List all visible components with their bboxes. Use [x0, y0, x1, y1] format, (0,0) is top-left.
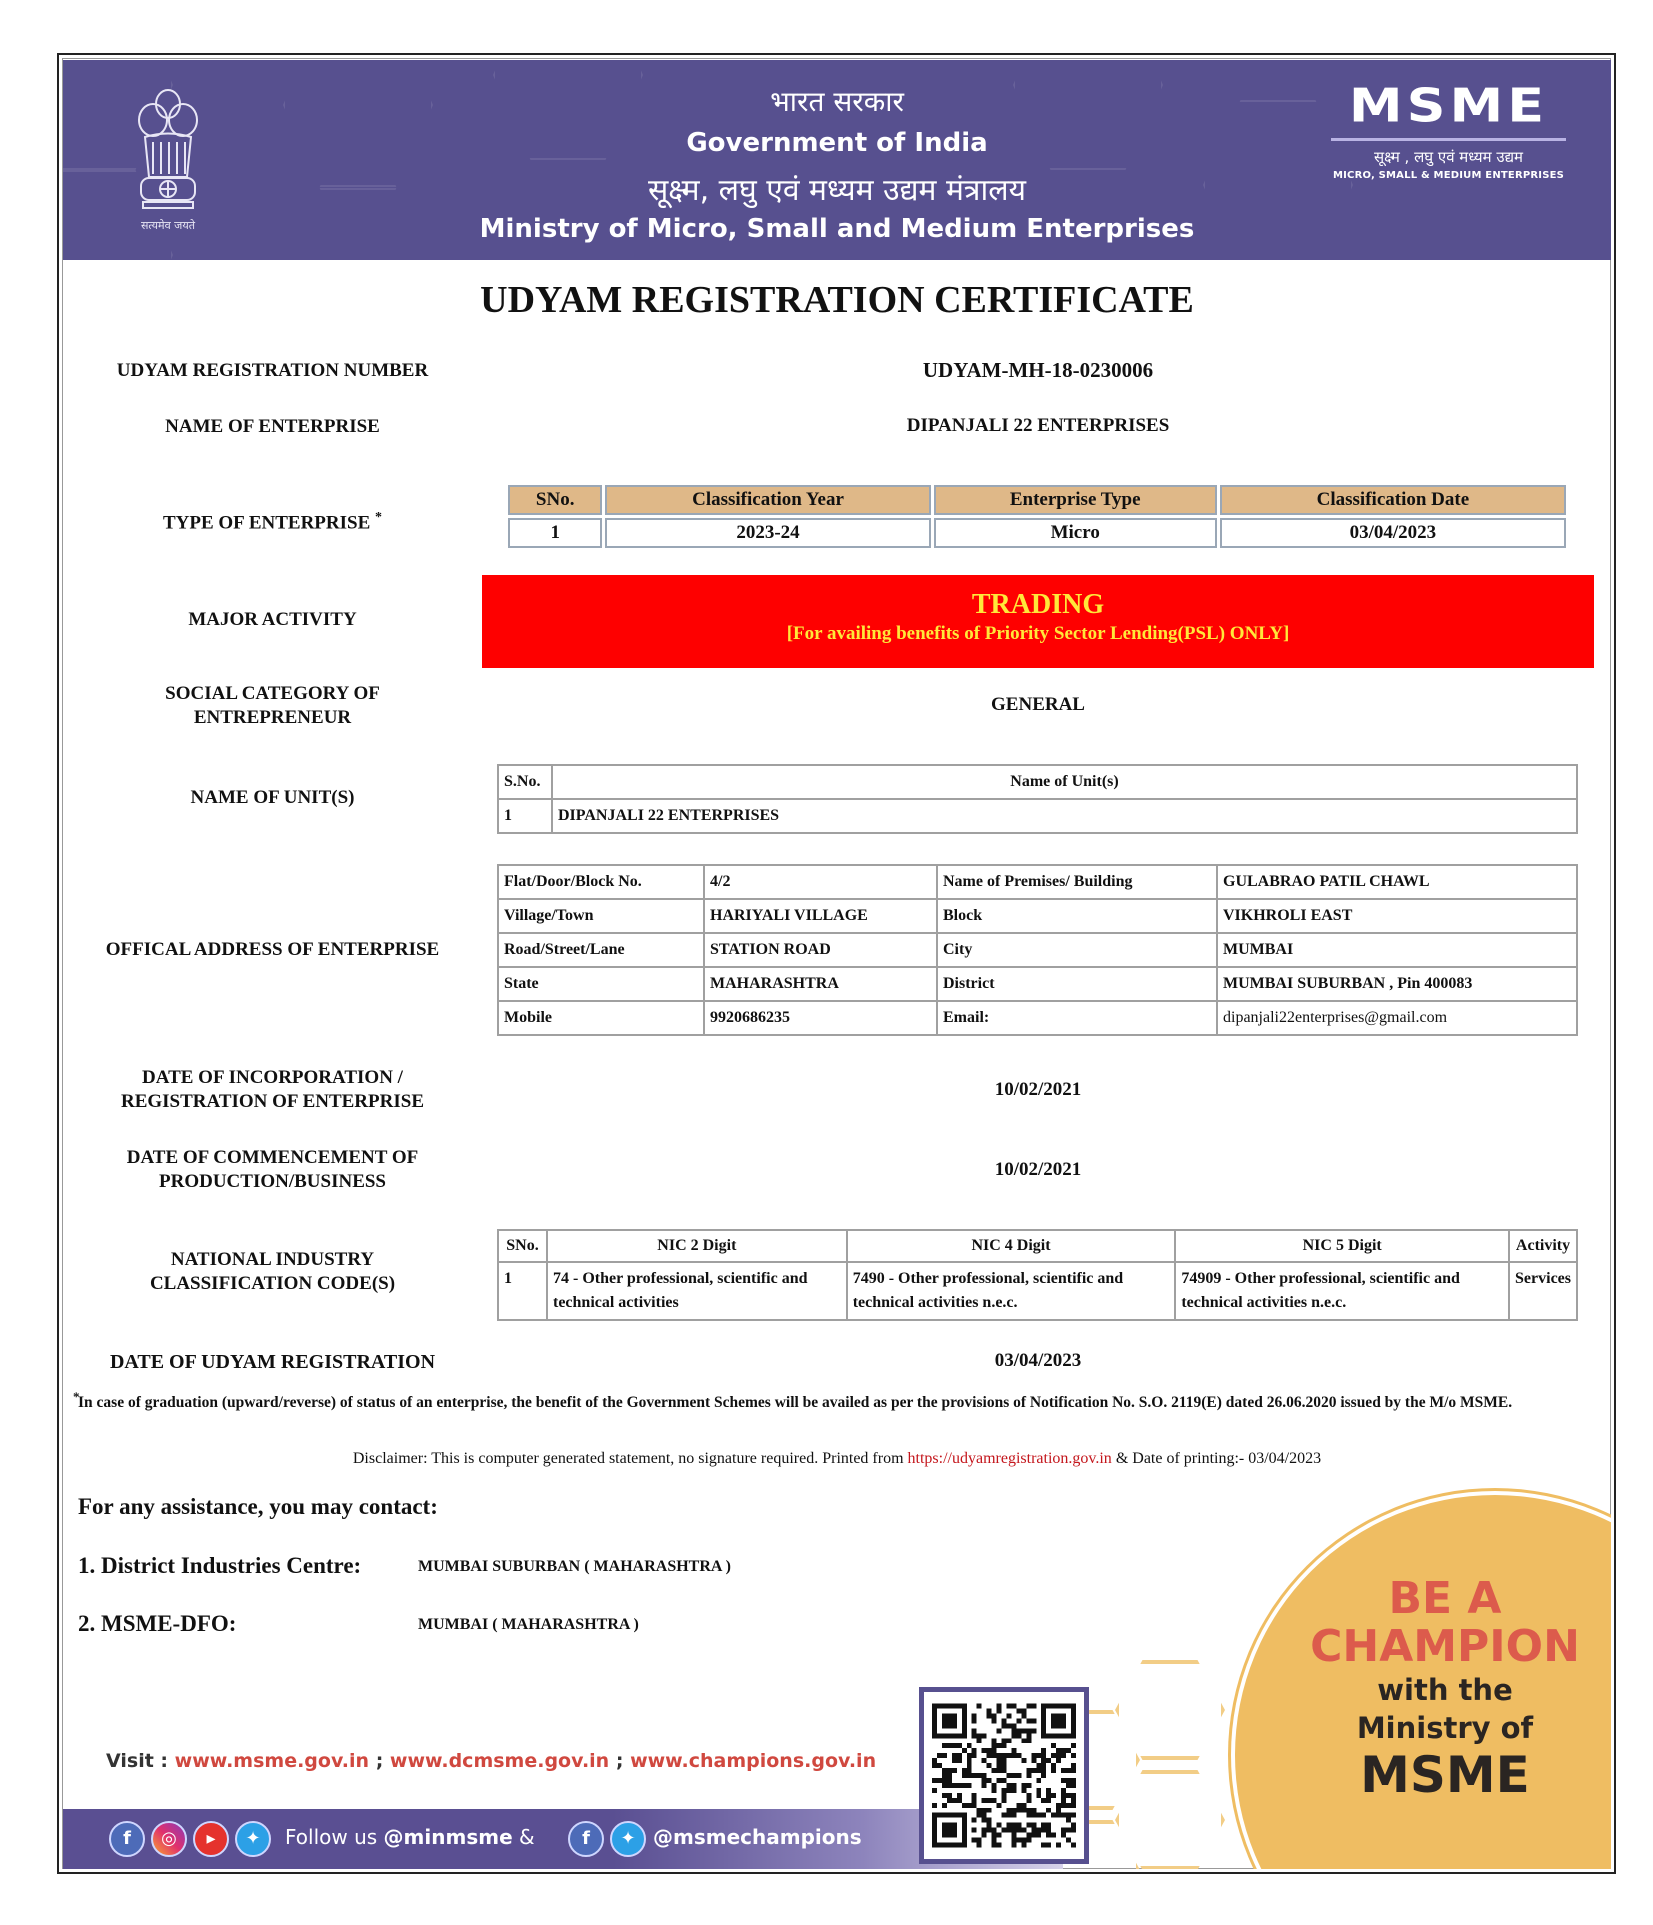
dfo-label: 2. MSME-DFO:	[78, 1611, 237, 1636]
disclaimer-suffix: & Date of printing:- 03/04/2023	[1111, 1450, 1322, 1467]
table-cell: 2023-24	[605, 518, 930, 548]
commencement-date-label-line2: PRODUCTION/BUSINESS	[159, 1171, 386, 1192]
instagram-icon[interactable]: ◎	[151, 1821, 187, 1857]
table-cell: 1	[508, 518, 602, 548]
table-row	[498, 1262, 1577, 1320]
social-footer	[63, 1809, 1063, 1869]
address-field-value: STATION ROAD	[704, 933, 937, 967]
units-label: NAME OF UNIT(S)	[190, 787, 355, 808]
incorporation-date-label-line2: REGISTRATION OF ENTERPRISE	[120, 1091, 424, 1112]
follow-text	[285, 1825, 535, 1849]
table-cell: 1	[498, 799, 552, 833]
address-field-value: MAHARASHTRA	[704, 967, 937, 1001]
social-category-label-line1: SOCIAL CATEGORY OF	[165, 683, 380, 704]
address-field-label: District	[937, 967, 1217, 1001]
address-field-value: MUMBAI SUBURBAN , Pin 400083	[1217, 967, 1577, 1001]
msme-logo-hindi: सूक्ष्म , लघु एवं मध्यम उद्यम	[1374, 148, 1523, 166]
address-field-label: Email:	[937, 1001, 1217, 1035]
facebook-icon[interactable]: f	[109, 1821, 145, 1857]
table-header-cell: Classification Year	[605, 485, 930, 515]
table-header-cell: S.No.	[498, 765, 552, 799]
social-category-value: GENERAL	[991, 694, 1085, 715]
address-field-label: City	[937, 933, 1217, 967]
enterprise-name-label: NAME OF ENTERPRISE	[165, 416, 380, 437]
svg-text:सत्यमेव जयते: सत्यमेव जयते	[140, 219, 196, 232]
address-field-value: GULABRAO PATIL CHAWL	[1217, 865, 1577, 899]
mobile-value: 9920686235	[704, 1001, 937, 1035]
address-field-label: State	[498, 967, 704, 1001]
logo-divider	[1331, 138, 1566, 141]
units-table	[497, 764, 1578, 834]
social-category-label	[75, 682, 470, 730]
table-header-cell: NIC 5 Digit	[1175, 1230, 1509, 1262]
dic-label: 1. District Industries Centre:	[78, 1553, 362, 1578]
msme-logo-icon	[1331, 78, 1566, 181]
table-cell: DIPANJALI 22 ENTERPRISES	[552, 799, 1577, 833]
youtube-icon[interactable]: ▸	[193, 1821, 229, 1857]
table-row	[498, 1001, 1577, 1035]
major-activity-note: [For availing benefits of Priority Sector Lending(PSL) ONLY]	[786, 623, 1290, 644]
table-header-row	[498, 765, 1577, 799]
address-field-label: Road/Street/Lane	[498, 933, 704, 967]
table-header-row	[508, 485, 1566, 515]
social-category-label-line2: ENTREPRENEUR	[193, 707, 352, 728]
address-field-label: Mobile	[498, 1001, 704, 1035]
table-cell: Micro	[934, 518, 1217, 548]
champion-line: MSME	[1360, 1746, 1530, 1804]
table-header-cell: NIC 4 Digit	[847, 1230, 1176, 1262]
msme-logo-english: MICRO, SMALL & MEDIUM ENTERPRISES	[1332, 170, 1565, 181]
commencement-date-label	[75, 1146, 470, 1194]
table-row	[498, 933, 1577, 967]
major-activity-label: MAJOR ACTIVITY	[188, 609, 357, 630]
incorporation-date-label	[75, 1066, 470, 1114]
table-row	[498, 865, 1577, 899]
twitter-icon[interactable]: ✦	[235, 1821, 271, 1857]
hexagon-decoration	[1115, 1770, 1225, 1869]
footnote	[73, 1389, 1580, 1414]
major-activity-banner	[482, 575, 1594, 668]
address-table	[497, 864, 1578, 1036]
table-header-cell: Name of Unit(s)	[552, 765, 1577, 799]
champion-line: with the	[1377, 1673, 1513, 1707]
commencement-date-label-line1: DATE OF COMMENCEMENT OF	[126, 1147, 419, 1168]
certificate-title: UDYAM REGISTRATION CERTIFICATE	[480, 279, 1194, 321]
major-activity-value: TRADING	[971, 589, 1105, 620]
reg-number-value: UDYAM-MH-18-0230006	[922, 358, 1154, 382]
table-row	[498, 899, 1577, 933]
udyam-portal-link[interactable]: https://udyamregistration.gov.in	[907, 1450, 1112, 1467]
table-row	[498, 799, 1577, 833]
nic-label-line2: CLASSIFICATION CODE(S)	[149, 1273, 396, 1294]
header-banner	[63, 60, 1611, 260]
dfo-value: MUMBAI ( MAHARASHTRA )	[418, 1616, 639, 1633]
table-cell: 1	[498, 1262, 547, 1320]
header-hindi-ministry: सूक्ष्म, लघु एवं मध्यम उद्यम मंत्रालय	[648, 173, 1026, 208]
address-field-label: Name of Premises/ Building	[937, 865, 1217, 899]
incorporation-date-label-line1: DATE OF INCORPORATION /	[142, 1067, 403, 1088]
table-cell: 03/04/2023	[1220, 518, 1566, 548]
footnote-text: In case of graduation (upward/reverse) of status of an enterprise, the benefit of the Government Schemes will be availed as per the provisions of Notification No. S.O. 2119(E) dated 26.06.2020 issued by the M/o MSME.	[78, 1394, 1513, 1411]
address-field-value: VIKHROLI EAST	[1217, 899, 1577, 933]
enterprise-type-table	[505, 482, 1569, 551]
email-value: dipanjali22enterprises@gmail.com	[1217, 1001, 1577, 1035]
header-ministry-name: Ministry of Micro, Small and Medium Enterprises	[479, 214, 1195, 244]
address-field-label: Block	[937, 899, 1217, 933]
champion-line: Ministry of	[1356, 1711, 1534, 1745]
address-label: OFFICAL ADDRESS OF ENTERPRISE	[105, 939, 440, 960]
footnote-marker: *	[73, 1389, 80, 1404]
table-header-cell: Classification Date	[1220, 485, 1566, 515]
enterprise-name-value: DIPANJALI 22 ENTERPRISES	[906, 415, 1170, 436]
header-hindi-govt: भारत सरकार	[770, 85, 904, 118]
table-cell: 74 - Other professional, scientific and technical activities	[547, 1262, 847, 1320]
msme-site-link[interactable]: www.msme.gov.in	[174, 1750, 370, 1772]
table-cell: Services	[1509, 1262, 1577, 1320]
facebook-icon[interactable]: f	[568, 1821, 604, 1857]
table-row	[498, 967, 1577, 1001]
follow-prefix: Follow us	[285, 1825, 384, 1849]
visit-links	[106, 1750, 876, 1772]
table-header-cell: Enterprise Type	[934, 485, 1217, 515]
address-field-value: HARIYALI VILLAGE	[704, 899, 937, 933]
dic-value: MUMBAI SUBURBAN ( MAHARASHTRA )	[418, 1558, 731, 1575]
enterprise-type-label	[75, 506, 470, 535]
separator: ;	[615, 1750, 624, 1772]
nic-label-line1: NATIONAL INDUSTRY	[170, 1249, 375, 1270]
table-row	[508, 518, 1566, 548]
disclaimer-prefix: Disclaimer: This is computer generated statement, no signature required. Printed from	[352, 1450, 908, 1467]
twitter-icon[interactable]: ✦	[610, 1821, 646, 1857]
table-header-cell: SNo.	[508, 485, 602, 515]
address-field-label: Flat/Door/Block No.	[498, 865, 704, 899]
table-cell: 7490 - Other professional, scientific and technical activities n.e.c.	[847, 1262, 1176, 1320]
nic-label	[75, 1248, 470, 1296]
champion-line: BE A	[1388, 1573, 1502, 1624]
commencement-date-value: 10/02/2021	[994, 1159, 1082, 1180]
visit-label: Visit :	[106, 1750, 169, 1772]
champion-line: CHAMPION	[1310, 1621, 1580, 1672]
footnote-marker: *	[375, 510, 383, 525]
champion-text	[1280, 1575, 1610, 1803]
udyam-date-value: 03/04/2023	[994, 1350, 1082, 1371]
msme-logo-word: MSME	[1348, 78, 1549, 133]
udyam-date-label: DATE OF UDYAM REGISTRATION	[109, 1351, 436, 1373]
nic-table	[497, 1229, 1578, 1321]
incorporation-date-value: 10/02/2021	[994, 1079, 1082, 1100]
msmechampions-handle[interactable]: @msmechampions	[653, 1825, 862, 1849]
table-header-cell: NIC 2 Digit	[547, 1230, 847, 1262]
champions-site-link[interactable]: www.champions.gov.in	[630, 1750, 877, 1772]
assistance-heading: For any assistance, you may contact:	[78, 1494, 438, 1519]
ampersand: &	[512, 1825, 535, 1849]
qr-code-pattern	[932, 1700, 1076, 1851]
minmsme-handle[interactable]: @minmsme	[383, 1825, 513, 1849]
header-government-of-india: Government of India	[686, 128, 988, 158]
disclaimer	[63, 1450, 1611, 1468]
address-field-label: Village/Town	[498, 899, 704, 933]
separator: ;	[375, 1750, 384, 1772]
reg-number-label: UDYAM REGISTRATION NUMBER	[116, 360, 429, 381]
address-field-value: MUMBAI	[1217, 933, 1577, 967]
table-header-row	[498, 1230, 1577, 1262]
qr-code-icon	[919, 1687, 1089, 1864]
address-field-value: 4/2	[704, 865, 937, 899]
table-header-cell: SNo.	[498, 1230, 547, 1262]
table-cell: 74909 - Other professional, scientific and technical activities n.e.c.	[1175, 1262, 1509, 1320]
table-header-cell: Activity	[1509, 1230, 1577, 1262]
enterprise-type-label-text: TYPE OF ENTERPRISE	[162, 512, 371, 534]
dcmsme-site-link[interactable]: www.dcmsme.gov.in	[389, 1750, 610, 1772]
